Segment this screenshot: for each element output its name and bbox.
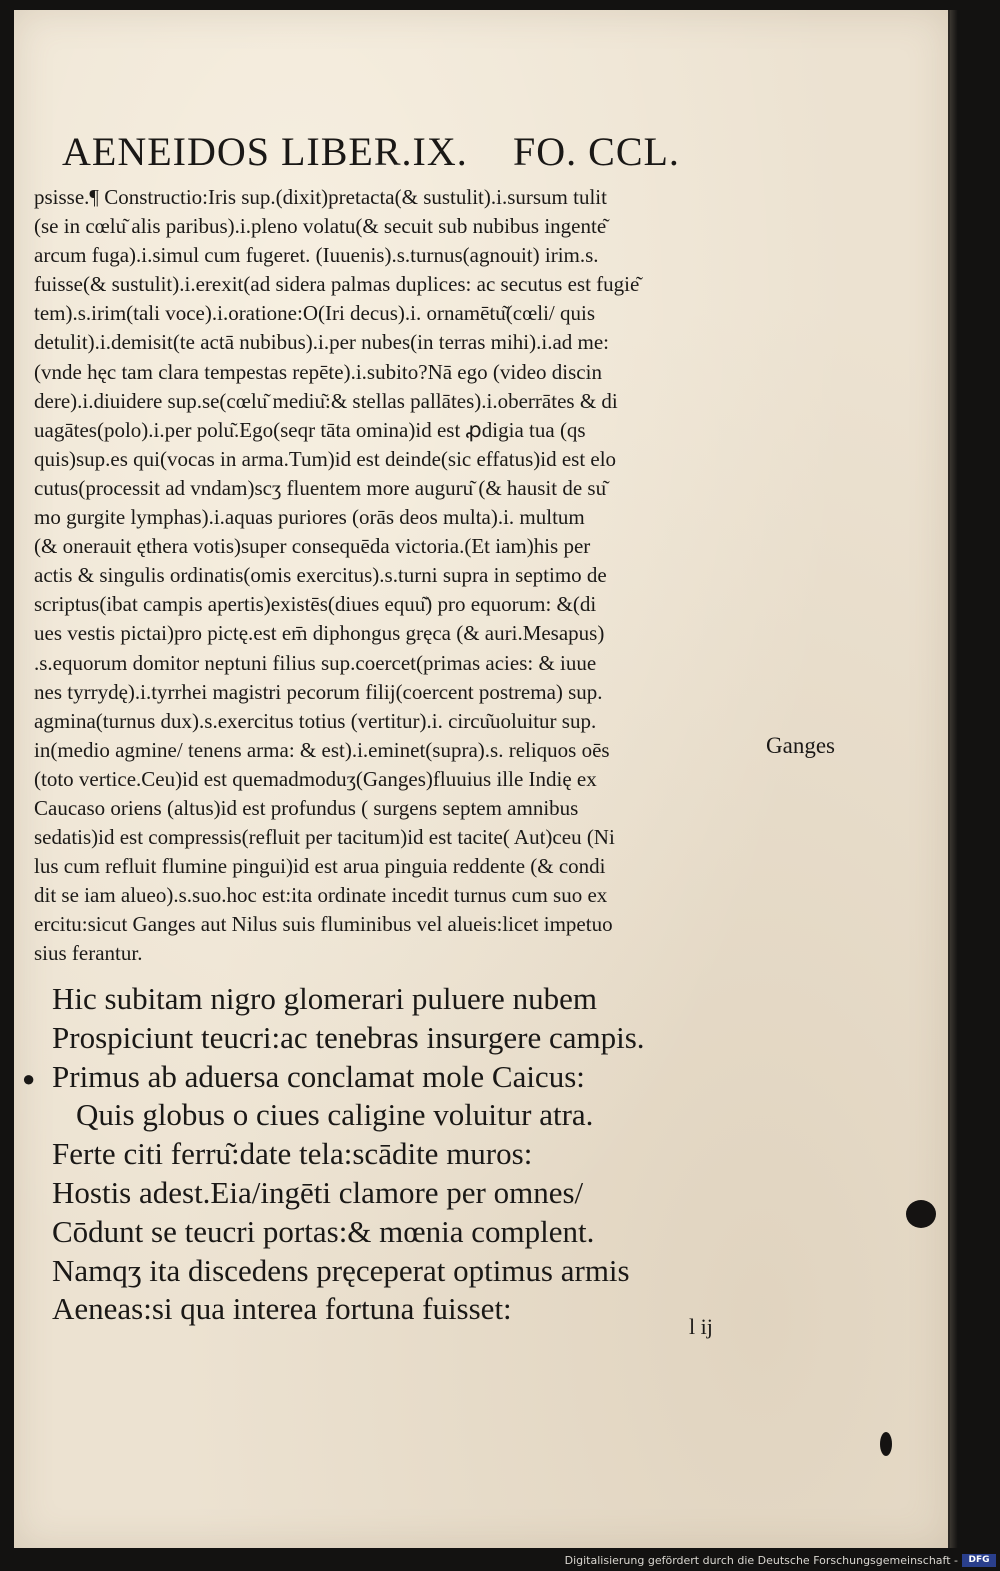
verse-text: [22, 980, 772, 1329]
ink-stain: [906, 1200, 936, 1228]
signature-mark: l ij: [689, 1314, 713, 1339]
commentary-line: scriptus(ibat campis apertis)existēs(diues equu͂) pro equorum: &(di: [34, 592, 597, 617]
verse-line: Cōdunt se teucri portas:& mœnia complent.: [52, 1213, 595, 1249]
commentary-text: [34, 183, 772, 969]
commentary-line: (se in cœlu͂ alis paribus).i.pleno volatu(& secuit sub nubibus ingente͂: [34, 214, 607, 239]
commentary-line: tem).s.irim(tali voce).i.oratione:O(Iri decus).i. ornamētu͂(cœli/ quis: [34, 301, 595, 326]
verse-line: Hic subitam nigro glomerari puluere nubem: [52, 981, 597, 1016]
page-edge: [950, 10, 958, 1548]
verse-line: [22, 1058, 772, 1097]
commentary-line: dere).i.diuidere sup.se(cœlu͂ mediu͂:& stellas pallātes).i.oberrātes & di: [34, 388, 618, 413]
verse-line: Prospiciunt teucri:ac tenebras insurgere campis.: [52, 1019, 645, 1055]
running-title: AENEIDOS LIBER.IX.: [62, 129, 468, 174]
commentary-line: psisse.¶ Constructio:Iris sup.(dixit)pretacta(& sustulit).i.sursum tulit: [34, 185, 607, 209]
margin-note: Ganges: [766, 733, 835, 758]
footer-credit: Digitalisierung gefördert durch die Deutsche Forschungsgemeinschaft -: [564, 1554, 958, 1567]
commentary-line: dit se iam alueo).s.suo.hoc est:ita ordinate incedit turnus cum suo ex: [34, 883, 608, 908]
commentary-line: ercitu:sicut Ganges aut Nilus suis fluminibus vel alueis:licet impetuo: [34, 912, 613, 937]
dfg-logo: DFG: [962, 1554, 996, 1567]
commentary-line: Caucaso oriens (altus)id est profundus ( surgens septem amnibus: [34, 795, 579, 820]
commentary-line: (toto vertice.Ceu)id est quemadmoduʒ(Ganges)fluuius ille Indię ex: [34, 766, 597, 791]
commentary-line: ues vestis pictai)pro pictę.est em̄ diphongus gręca (& auri.Mesapus): [34, 621, 605, 646]
commentary-line: detulit).i.demisit(te actā nubibus).i.per nubes(in terras mihi).i.ad me:: [34, 330, 610, 355]
footer-bar: [0, 1551, 1000, 1571]
ink-stain: [880, 1432, 892, 1456]
commentary-line: lus cum refluit flumine pingui)id est arua pinguia reddente (& condi: [34, 854, 606, 879]
commentary-line: nes tyrrydę).i.tyrrhei magistri pecorum filij(coercent postrema) sup.: [34, 679, 603, 704]
verse-line: Ferte citi ferru͂:date tela:scādite muros:: [52, 1136, 533, 1172]
commentary-line: sius ferantur.: [34, 941, 143, 966]
commentary-line: quis)sup.es qui(vocas in arma.Tum)id est deinde(sic effatus)id est elo: [34, 446, 617, 471]
page-header: [62, 128, 902, 178]
folio-number: FO. CCL.: [513, 129, 680, 174]
commentary-line: (& onerauit ęthera votis)super consequēda victoria.(Et iam)his per: [34, 534, 591, 559]
verse-line: Aeneas:si qua interea fortuna fuisset:: [52, 1291, 512, 1327]
commentary-line: sedatis)id est compressis(refluit per tacitum)id est tacite( Aut)ceu (Ni: [34, 825, 615, 850]
commentary-line: cutus(processit ad vndam)scʒ fluentem more auguru͂ (& hausit de su͂: [34, 475, 607, 500]
commentary-line: actis & singulis ordinatis(omis exercitus).s.turni supra in septimo de: [34, 563, 607, 588]
commentary-line: in(medio agmine/ tenens arma: & est).i.eminet(supra).s. reliquos oēs: [34, 737, 610, 762]
verse-line: Hostis adest.Eia/ingēti clamore per omnes/: [52, 1174, 584, 1210]
verse-line: Quis globus o ciues caligine voluitur atra.: [76, 1097, 594, 1133]
commentary-line: fuisse(& sustulit).i.erexit(ad sidera palmas duplices: ac secutus est fugie͂: [34, 272, 640, 297]
commentary-line: .s.equorum domitor neptuni filius sup.coercet(primas acies: & iuue: [34, 650, 597, 675]
commentary-line: mo gurgite lymphas).i.aquas puriores (orās deos multa).i. multum: [34, 505, 585, 530]
verse-line-text: Primus ab aduersa conclamat mole Caicus:: [52, 1058, 585, 1094]
commentary-line: agmina(turnus dux).s.exercitus totius (vertitur).i. circu͂uoluitur sup.: [34, 708, 597, 733]
commentary-line: arcum fuga).i.simul cum fugeret. (Iuuenis).s.turnus(agnouit) irim.s.: [34, 243, 599, 268]
commentary-line: (vnde hęc tam clara tempestas repēte).i.subito?Nā ego (video discin: [34, 359, 602, 384]
verse-line: Namqʒ ita discedens pręceperat optimus armis: [52, 1252, 630, 1288]
commentary-line: uagātes(polo).i.per polu͂.Ego(seqr tāta omina)id est ꝓdigia tua (qs: [34, 417, 586, 442]
paragraph-bullet-icon: ●: [22, 1066, 36, 1092]
